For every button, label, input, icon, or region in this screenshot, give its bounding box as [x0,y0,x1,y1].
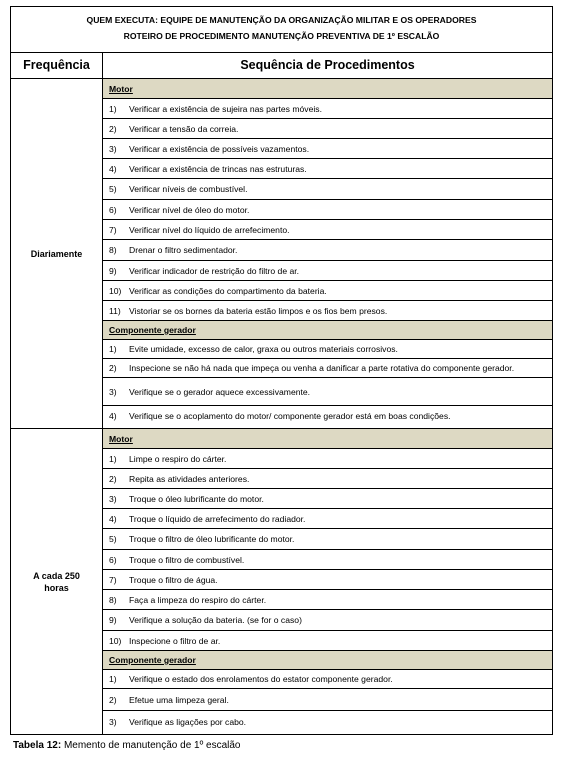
procedure-row [103,549,552,569]
frequency-label: A cada 250 horas [33,571,80,593]
procedure-text: Verificar a existência de sujeira nas partes móveis. [129,103,322,114]
procedure-number: 6) [109,204,117,215]
group-title-row [103,79,552,98]
procedure-text: Verificar a tensão da correia. [129,123,239,134]
column-header-row [11,53,552,79]
procedure-text: Verifique as ligações por cabo. [129,716,247,727]
procedure-row [103,508,552,528]
procedure-row [103,118,552,138]
frequency-column-header: Frequência [11,53,103,78]
procedure-number: 4) [109,513,117,524]
procedure-number: 11) [109,305,121,316]
procedure-number: 7) [109,574,117,585]
frequency-cell [11,79,103,428]
procedure-number: 5) [109,184,117,194]
procedure-text: Troque o filtro de combustível. [129,554,245,565]
group-title-row [103,320,552,339]
header-line-2: ROTEIRO DE PROCEDIMENTO MANUTENÇÃO PREVENTIVA DE 1º ESCALÃO [123,31,440,41]
procedure-row [103,609,552,630]
procedure-text: Evite umidade, excesso de calor, graxa ou outros materiais corrosivos. [129,344,398,354]
procedure-text: Troque o óleo lubrificante do motor. [129,493,264,504]
procedure-row [103,280,552,300]
procedure-number: 6) [109,554,117,565]
procedure-text: Troque o líquido de arrefecimento do radiador. [129,513,306,524]
procedure-row [103,219,552,239]
procedure-row [103,589,552,609]
procedure-row [103,468,552,488]
procedure-number: 2) [109,123,117,134]
procedure-row [103,178,552,199]
procedure-text: Verifique o estado dos enrolamentos do estator componente gerador. [129,674,393,684]
procedure-row [103,448,552,468]
procedure-number: 10) [109,635,122,646]
procedure-number: 4) [109,410,117,421]
caption-label: Tabela 12: [13,740,62,751]
frequency-label: Diariamente [30,248,83,259]
procedure-text: Inspecione o filtro de ar. [129,635,221,646]
procedure-text: Verifique a solução da bateria. (se for o caso) [129,615,302,625]
procedure-number: 1) [109,103,117,114]
procedure-number: 2) [109,363,117,373]
procedure-row [103,138,552,158]
procedure-number: 1) [109,344,117,354]
procedure-row [103,710,552,732]
sequence-column-header: Sequência de Procedimentos [240,58,415,72]
procedure-text: Repita as atividades anteriores. [129,473,250,484]
group-title: Componente gerador [109,655,196,665]
procedure-row [103,158,552,178]
procedure-number: 5) [109,534,117,544]
procedure-row [103,528,552,549]
header-line-1: QUEM EXECUTA: EQUIPE DE MANUTENÇÃO DA ORGANIZAÇÃO MILITAR E OS OPERADORES [86,15,477,25]
procedure-text: Troque o filtro de água. [129,574,218,585]
procedure-row [103,239,552,260]
procedure-row [103,488,552,508]
procedure-text: Efetue uma limpeza geral. [129,694,229,705]
procedure-text: Troque o filtro de óleo lubrificante do motor. [129,534,295,544]
group-title: Componente gerador [109,325,196,335]
procedure-text: Verificar níveis de combustível. [129,184,248,194]
procedure-number: 3) [109,493,117,504]
procedure-number: 1) [109,453,117,464]
procedure-row [103,405,552,425]
procedure-row [103,669,552,688]
section-2 [11,428,552,735]
procedure-text: Inspecione se não há nada que impeça ou venha a danificar a parte rotativa do componente gerador. [129,363,515,373]
procedure-row [103,377,552,405]
procedure-number: 8) [109,594,117,605]
group-title-row [103,650,552,669]
procedure-text: Verificar a existência de trincas nas estruturas. [129,163,307,174]
procedure-row [103,358,552,377]
procedure-text: Verifique se o gerador aquece excessivamente. [129,386,311,397]
procedure-number: 3) [109,386,117,397]
procedure-text: Verificar nível do líquido de arrefecimento. [129,224,290,235]
group-title-row [103,429,552,448]
procedure-text: Verificar nível de óleo do motor. [129,204,250,215]
procedure-number: 2) [109,694,117,705]
procedure-text: Vistoriar se os bornes da bateria estão limpos e os fios bem presos. [129,305,388,316]
procedure-row [103,98,552,118]
procedure-row [103,339,552,358]
procedure-text: Verificar as condições do compartimento da bateria. [129,285,327,296]
maintenance-table [10,6,553,735]
procedure-text: Limpe o respiro do cárter. [129,453,227,464]
procedure-text: Verifique se o acoplamento do motor/ componente gerador está em boas condições. [129,410,451,421]
section-1 [11,79,552,428]
table-header [11,7,552,53]
procedure-number: 10) [109,285,122,296]
procedure-text: Drenar o filtro sedimentador. [129,245,238,255]
procedure-row [103,569,552,589]
table-caption [13,740,241,751]
group-title: Motor [109,433,133,444]
procedure-number: 4) [109,163,117,174]
procedure-text: Faça a limpeza do respiro do cárter. [129,594,267,605]
frequency-cell [11,429,103,735]
procedure-text: Verificar indicador de restrição do filtro de ar. [129,265,300,276]
procedure-number: 9) [109,265,117,276]
procedure-row [103,300,552,320]
caption-text: Memento de manutenção de 1º escalão [61,740,241,751]
procedure-number: 3) [109,143,117,154]
procedure-row [103,688,552,710]
procedure-number: 7) [109,224,117,235]
procedure-number: 9) [109,615,117,625]
procedure-number: 3) [109,716,117,727]
procedure-number: 2) [109,473,117,484]
procedure-number: 8) [109,245,117,255]
procedure-text: Verificar a existência de possíveis vazamentos. [129,143,310,154]
procedure-row [103,199,552,219]
procedure-row [103,630,552,650]
procedure-number: 1) [109,674,117,684]
procedure-row [103,260,552,280]
group-title: Motor [109,83,133,94]
